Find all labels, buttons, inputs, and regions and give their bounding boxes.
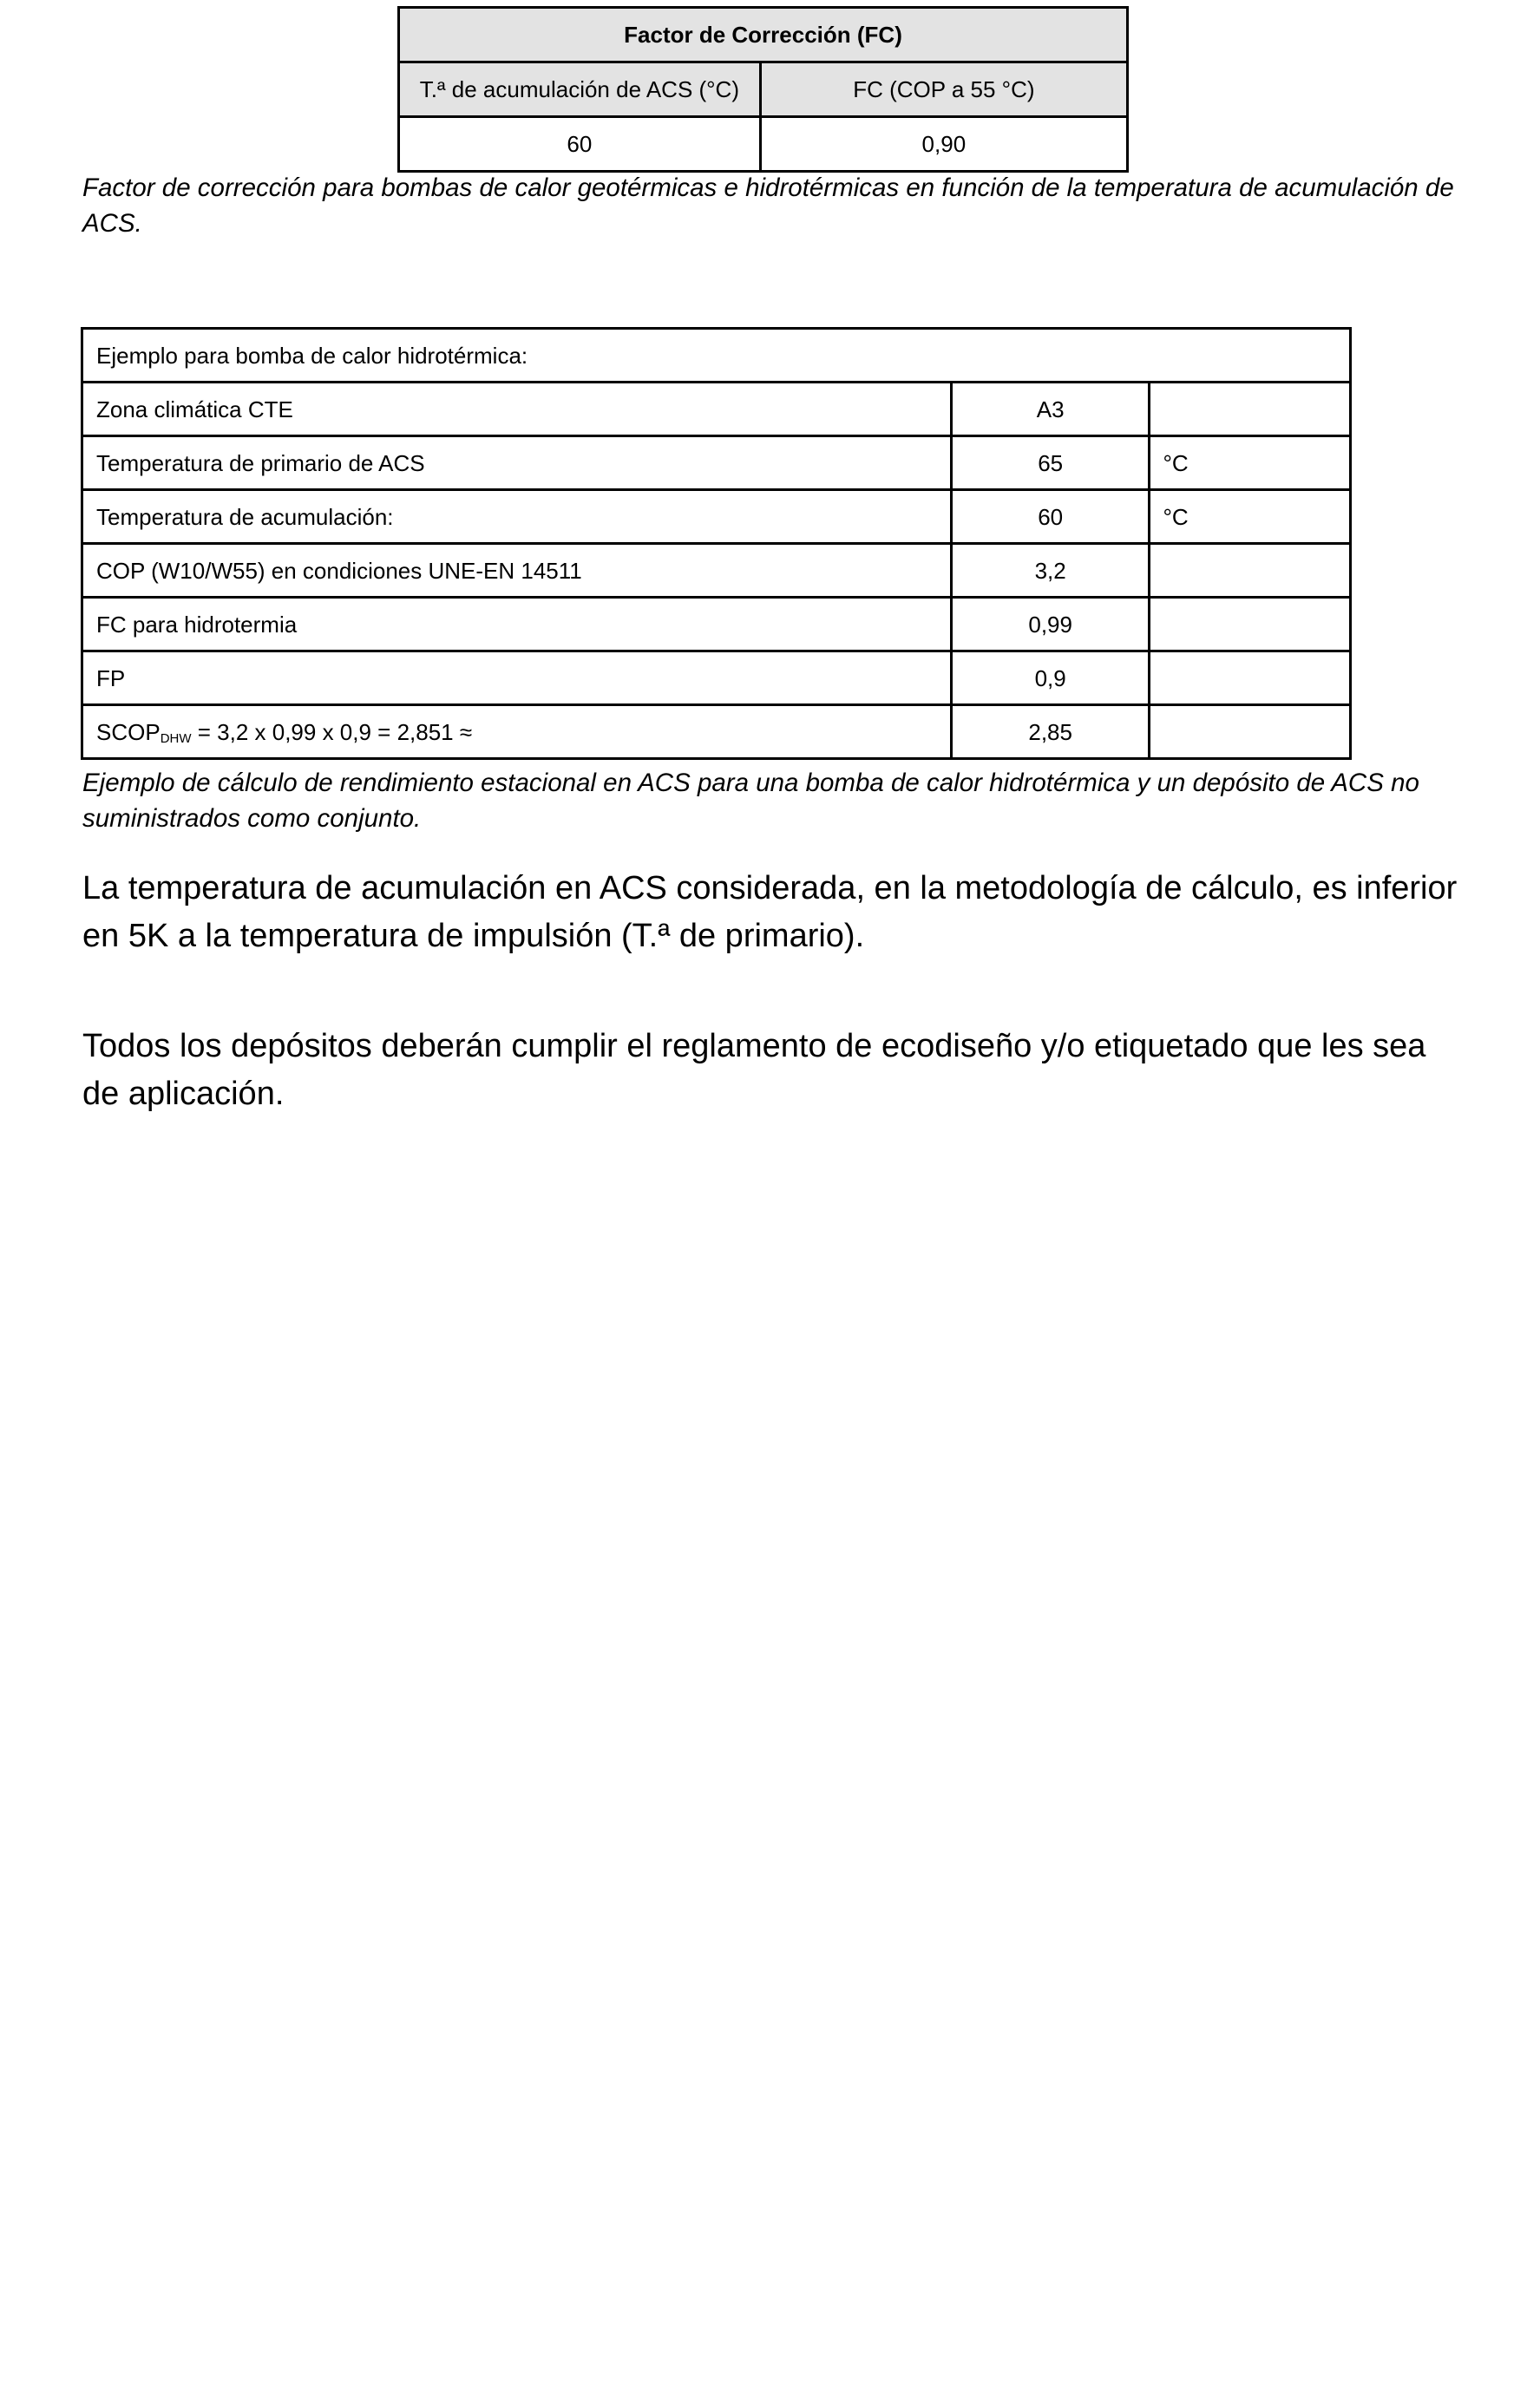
row-value: A3 [951,383,1150,436]
table-cell: 0,90 [760,117,1127,172]
row-unit: °C [1150,436,1351,490]
example-calculation-table [81,327,1352,760]
table-row [399,8,1128,62]
scop-prefix: SCOP [96,718,161,745]
row-unit: °C [1150,490,1351,544]
correction-factor-table [397,6,1129,173]
row-value: 3,2 [951,544,1150,598]
table-row [82,436,1351,490]
scop-formula: = 3,2 x 0,99 x 0,9 = 2,851 ≈ [191,718,473,745]
row-value: 0,99 [951,598,1150,651]
row-unit [1150,383,1351,436]
row-unit [1150,598,1351,651]
table-row [399,117,1128,172]
scop-formula-cell [82,705,952,759]
table-row [82,598,1351,651]
body-paragraph: Todos los depósitos deberán cumplir el reglamento de ecodiseño y/o etiquetado que les sea de aplicación. [82,1028,1426,1112]
row-label: FP [82,651,952,705]
table-row [82,329,1351,383]
table-row [399,62,1128,117]
table-row [82,490,1351,544]
row-label: FC para hidrotermia [82,598,952,651]
table-caption: Factor de corrección para bombas de calor geotérmicas e hidrotérmicas en función de la temperatura de acumulación de ACS. [82,173,1454,238]
row-value: 0,9 [951,651,1150,705]
table-caption: Ejemplo de cálculo de rendimiento estacional en ACS para una bomba de calor hidrotérmica y un depósito de ACS no suministrados como conjunto. [82,769,1419,833]
table-row [82,544,1351,598]
column-header: T.ª de acumulación de ACS (°C) [399,62,761,117]
row-value: 65 [951,436,1150,490]
table-row [82,383,1351,436]
row-value: 60 [951,490,1150,544]
row-label: Zona climática CTE [82,383,952,436]
row-unit [1150,651,1351,705]
scop-subscript: DHW [160,730,192,746]
row-label: COP (W10/W55) en condiciones UNE-EN 14511 [82,544,952,598]
row-unit [1150,705,1351,759]
table-title: Ejemplo para bomba de calor hidrotérmica: [82,329,1351,383]
row-unit [1150,544,1351,598]
table-title: Factor de Corrección (FC) [399,8,1128,62]
table-row [82,705,1351,759]
column-header: FC (COP a 55 °C) [760,62,1127,117]
table-cell: 60 [399,117,761,172]
scop-value: 2,85 [951,705,1150,759]
table-row [82,651,1351,705]
row-label: Temperatura de acumulación: [82,490,952,544]
row-label: Temperatura de primario de ACS [82,436,952,490]
body-paragraph: La temperatura de acumulación en ACS considerada, en la metodología de cálculo, es inferior en 5K a la temperatura de impulsión (T.ª de primario). [82,870,1458,954]
